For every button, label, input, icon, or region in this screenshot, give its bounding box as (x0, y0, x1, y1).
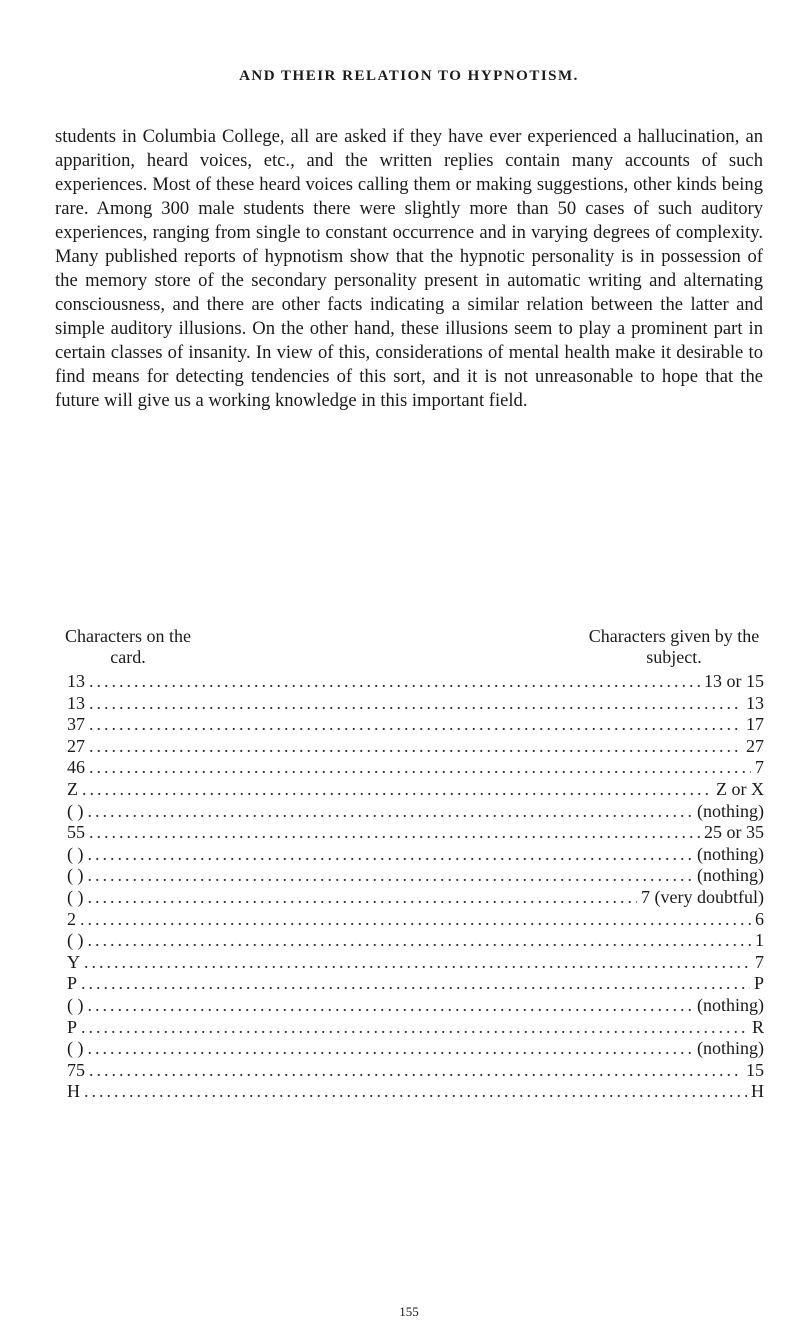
dot-leader (88, 887, 638, 909)
given-characters: (nothing) (697, 1038, 764, 1059)
given-characters: 7 (755, 951, 764, 972)
table-row (67, 1060, 764, 1082)
table-row (67, 1081, 764, 1103)
given-characters: R (751, 1016, 764, 1037)
given-characters: (nothing) (697, 994, 764, 1015)
table-row (67, 757, 764, 779)
card-characters: ( ) (67, 930, 84, 951)
given-characters: 27 (746, 735, 764, 756)
card-characters: P (67, 973, 78, 994)
card-characters: 27 (67, 735, 85, 756)
dot-leader (88, 865, 694, 887)
card-characters: 13 (67, 671, 85, 691)
dot-leader (81, 973, 750, 995)
given-characters: 15 (746, 1059, 764, 1080)
table-row (67, 1038, 764, 1060)
characters-table (67, 671, 764, 1103)
card-characters: 55 (67, 822, 85, 843)
table-row (67, 714, 764, 736)
given-characters: (nothing) (697, 843, 764, 864)
dot-leader (88, 1038, 694, 1060)
given-characters: 7 (very doubtful) (641, 886, 764, 907)
table-row (67, 693, 764, 715)
given-characters: Z or X (716, 778, 764, 799)
dot-leader (88, 995, 694, 1017)
dot-leader (88, 844, 694, 866)
table-row (67, 779, 764, 801)
dot-leader (89, 671, 700, 693)
table-row (67, 844, 764, 866)
book-page (55, 0, 763, 1339)
dot-leader (84, 1081, 747, 1103)
table-row (67, 736, 764, 758)
card-characters: 13 (67, 692, 85, 713)
given-characters: (nothing) (697, 800, 764, 821)
card-characters: 75 (67, 1059, 85, 1080)
given-characters: 6 (755, 908, 764, 929)
card-characters: Z (67, 778, 78, 799)
table-row (67, 822, 764, 844)
table-row (67, 909, 764, 931)
running-head: AND THEIR RELATION TO HYPNOTISM. (239, 68, 579, 84)
dot-leader (88, 930, 752, 952)
table-row (67, 671, 764, 693)
card-characters: P (67, 1016, 78, 1037)
dot-leader (89, 1060, 742, 1082)
table-row (67, 1017, 764, 1039)
card-characters: ( ) (67, 865, 84, 886)
table-row (67, 865, 764, 887)
dot-leader (82, 779, 712, 801)
table-row (67, 887, 764, 909)
given-characters: (nothing) (697, 865, 764, 886)
dot-leader (84, 952, 751, 974)
table-row (67, 973, 764, 995)
dot-leader (89, 693, 742, 715)
given-characters: 7 (755, 757, 764, 778)
table-row (67, 995, 764, 1017)
table-row (67, 801, 764, 823)
card-characters: 46 (67, 757, 85, 778)
dot-leader (88, 801, 694, 823)
dot-leader (81, 1017, 748, 1039)
card-characters: 2 (67, 908, 76, 929)
given-characters: 17 (746, 714, 764, 735)
card-characters: ( ) (67, 886, 84, 907)
dot-leader (89, 736, 742, 758)
card-characters: 37 (67, 714, 85, 735)
table-row (67, 930, 764, 952)
given-characters: 25 or 35 (704, 822, 764, 843)
card-characters: Y (67, 951, 80, 972)
right-column-header: Characters given by the subject. (588, 626, 760, 667)
given-characters: P (753, 973, 764, 994)
card-characters: ( ) (67, 994, 84, 1015)
dot-leader (89, 822, 700, 844)
given-characters: H (751, 1081, 764, 1102)
dot-leader (80, 909, 751, 931)
table-row (67, 952, 764, 974)
card-characters: ( ) (67, 800, 84, 821)
given-characters: 1 (755, 930, 764, 951)
given-characters: 13 (746, 692, 764, 713)
body-paragraph: students in Columbia College, all are asked if they have ever experienced a hallucination, an apparition, heard voices, etc., and the written replies contain many accounts of such experiences. Most of these heard voices calling them or making suggestions, other kinds being rare. Among 300 male students there were slightly more than 50 cases of such auditory experiences, ranging from single to constant occurrence and in varying degrees of complexity. Many published reports of hypnotism show that the hypnotic personality is in possession of the memory store of the secondary personality present in automatic writing and alternating consciousness, and there are other facts indicating a similar relation between the latter and simple auditory illusions. On the other hand, these illusions seem to play a prominent part in certain classes of insanity. In view of this, considerations of mental health make it desirable to find means for detecting tendencies of this sort, and it is not unreasonable to hope that the future will give us a working knowledge in this important field. (55, 126, 763, 411)
given-characters: 13 or 15 (704, 671, 764, 691)
left-column-header: Characters on the card. (65, 626, 191, 667)
dot-leader (89, 757, 751, 779)
card-characters: ( ) (67, 843, 84, 864)
card-characters: ( ) (67, 1038, 84, 1059)
dot-leader (89, 714, 742, 736)
page-number: 155 (399, 1304, 419, 1319)
card-characters: H (67, 1081, 80, 1102)
